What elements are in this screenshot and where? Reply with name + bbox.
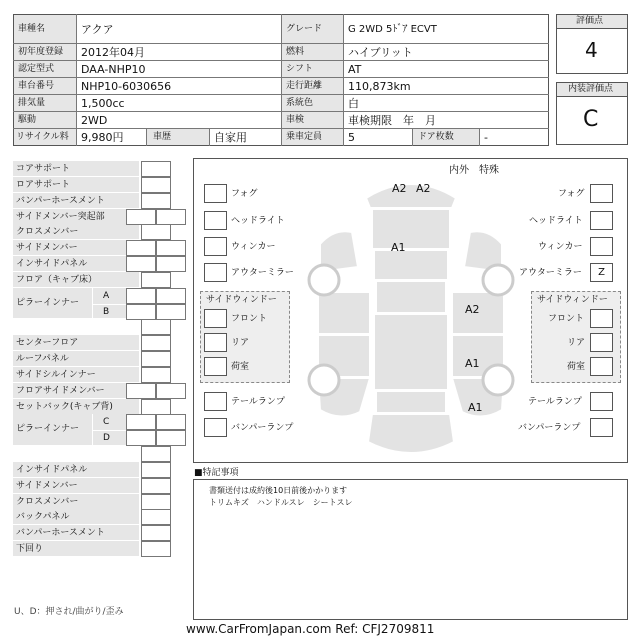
car-windshield bbox=[376, 281, 446, 313]
diagram-header: 内外 特殊 bbox=[449, 165, 499, 176]
score-value: 4 bbox=[585, 38, 598, 62]
spec-value: 車検期限 年 月 bbox=[348, 114, 436, 127]
capacity-label: 乗車定員 bbox=[286, 132, 323, 142]
car-front-grille bbox=[374, 250, 448, 280]
frame-part-label: バックパネル bbox=[13, 509, 139, 525]
fog-left-label: フォグ bbox=[231, 189, 258, 199]
frame-part-label: ルーフパネル bbox=[13, 351, 139, 367]
spec-label: 燃料 bbox=[286, 47, 305, 57]
frame-part-label: ピラーインナー bbox=[13, 288, 139, 320]
side-cargo-right-label: 荷室 bbox=[567, 362, 586, 372]
frame-part-label: セットバック(キャブ背) bbox=[13, 399, 139, 415]
frame-part-label: サイドメンバー突起部 bbox=[13, 209, 139, 225]
spec-label: 車検 bbox=[286, 115, 305, 125]
spec-value: 110,873km bbox=[348, 80, 411, 93]
fog-right-checkbox[interactable] bbox=[590, 184, 613, 203]
spec-value: AT bbox=[348, 63, 362, 76]
bumper-lamp-right-checkbox[interactable] bbox=[590, 418, 613, 437]
interior-score-value: C bbox=[583, 107, 599, 132]
frame-cell[interactable] bbox=[141, 272, 171, 288]
winker-right-checkbox[interactable] bbox=[590, 237, 613, 256]
side-front-left-checkbox[interactable] bbox=[204, 309, 227, 328]
doors-value: - bbox=[484, 131, 488, 144]
frame-cell[interactable] bbox=[156, 430, 186, 446]
notes-line-2: トリムキズ ハンドルスレ シートスレ bbox=[209, 498, 353, 507]
pillar-sub-label: D bbox=[103, 433, 110, 444]
side-cargo-left-label: 荷室 bbox=[231, 362, 250, 372]
frame-part-label: サイドメンバー bbox=[13, 478, 139, 494]
spec-label: シフト bbox=[286, 64, 314, 74]
spec-value: 1,500cc bbox=[81, 97, 125, 110]
frame-part-label: 下回り bbox=[13, 541, 139, 557]
side-cargo-right-checkbox[interactable] bbox=[590, 357, 613, 376]
car-diagram bbox=[300, 172, 522, 458]
footer-ref: www.CarFromJapan.com Ref: CFJ2709811 bbox=[186, 622, 435, 636]
frame-cell[interactable] bbox=[141, 161, 171, 177]
spec-label: 認定型式 bbox=[18, 64, 55, 74]
spec-label: 系統色 bbox=[286, 98, 314, 108]
car-left-front-door bbox=[318, 292, 370, 334]
side-front-left-label: フロント bbox=[231, 314, 268, 324]
bumper-lamp-left-label: バンパーランプ bbox=[231, 423, 294, 433]
spec-value: アクア bbox=[81, 23, 114, 36]
spec-label-col-1 bbox=[14, 15, 76, 145]
side-rear-left-label: リア bbox=[231, 338, 250, 348]
pillar-sub-label: C bbox=[103, 417, 110, 428]
side-front-right-checkbox[interactable] bbox=[590, 309, 613, 328]
spec-value: ハイブリット bbox=[348, 46, 413, 59]
doors-label: ドア枚数 bbox=[418, 132, 454, 142]
frame-cell[interactable] bbox=[141, 509, 171, 525]
side-rear-right-label: リア bbox=[567, 338, 586, 348]
frame-cell[interactable] bbox=[126, 430, 156, 446]
frame-part-label: センターフロア bbox=[13, 335, 139, 351]
score-label: 評価点 bbox=[576, 16, 604, 26]
frame-cell[interactable] bbox=[141, 462, 171, 478]
frame-cell[interactable] bbox=[141, 367, 171, 383]
car-wheel-front-left bbox=[309, 265, 339, 295]
bumper-lamp-left-checkbox[interactable] bbox=[204, 418, 227, 437]
tail-lamp-right-checkbox[interactable] bbox=[590, 392, 613, 411]
car-trunk bbox=[368, 414, 454, 453]
spec-label: 車台番号 bbox=[18, 81, 55, 91]
bumper-lamp-right-label: バンパーランプ bbox=[518, 423, 581, 433]
notes-title: ■特記事項 bbox=[194, 468, 239, 478]
frame-cell[interactable] bbox=[126, 288, 156, 304]
car-hood bbox=[372, 209, 450, 249]
frame-cell[interactable] bbox=[141, 177, 171, 193]
tail-lamp-left-checkbox[interactable] bbox=[204, 392, 227, 411]
frame-cell[interactable] bbox=[141, 335, 171, 351]
spec-value: G 2WD 5ﾄﾞｱ ECVT bbox=[348, 24, 437, 35]
winker-left-checkbox[interactable] bbox=[204, 237, 227, 256]
frame-legend: U、D：押され/曲がり/歪み bbox=[14, 607, 124, 617]
spec-label: 駆動 bbox=[18, 115, 37, 125]
history-label: 車歴 bbox=[153, 132, 172, 142]
winker-left-label: ウィンカー bbox=[231, 242, 276, 252]
car-front-bumper bbox=[366, 184, 456, 208]
frame-part-label: サイドメンバー bbox=[13, 240, 139, 256]
damage-mark-right-front-door: A2 bbox=[465, 303, 480, 316]
frame-cell[interactable] bbox=[141, 193, 171, 209]
headlight-left-checkbox[interactable] bbox=[204, 211, 227, 230]
frame-cell[interactable] bbox=[126, 304, 156, 320]
mirror-left-checkbox[interactable] bbox=[204, 263, 227, 282]
frame-cell[interactable] bbox=[126, 209, 156, 225]
side-window-right-title: サイドウィンドー bbox=[537, 295, 608, 305]
frame-cell[interactable] bbox=[141, 494, 171, 510]
fog-right-label: フォグ bbox=[558, 189, 585, 199]
notes-line-1: 書類送付は成約後10日前後かかります bbox=[209, 486, 348, 495]
frame-cell[interactable] bbox=[141, 399, 171, 415]
spec-label: グレード bbox=[286, 24, 323, 34]
tail-lamp-right-label: テールランプ bbox=[528, 397, 582, 407]
frame-part-label: フロア（キャブ床） bbox=[13, 272, 139, 288]
frame-cell[interactable] bbox=[156, 209, 186, 225]
frame-part-label: サイドシルインナー bbox=[13, 367, 139, 383]
winker-right-label: ウィンカー bbox=[538, 242, 583, 252]
pillar-sub-label: B bbox=[103, 306, 110, 317]
frame-part-label: クロスメンバー bbox=[13, 224, 139, 240]
recycle-value: 9,980円 bbox=[81, 131, 124, 144]
frame-part-label: ピラーインナー bbox=[13, 414, 139, 446]
frame-cell[interactable] bbox=[141, 224, 171, 240]
frame-cell[interactable] bbox=[126, 383, 156, 399]
frame-cell[interactable] bbox=[156, 288, 186, 304]
damage-mark-front-left: A2 bbox=[392, 182, 407, 195]
frame-cell[interactable] bbox=[126, 414, 156, 430]
frame-cell[interactable] bbox=[126, 240, 156, 256]
side-window-left-title: サイドウィンドー bbox=[206, 295, 277, 305]
mirror-right-label: アウターミラー bbox=[519, 268, 582, 278]
frame-part-label: インサイドパネル bbox=[13, 462, 139, 478]
frame-part-label: インサイドパネル bbox=[13, 256, 139, 272]
history-value: 自家用 bbox=[214, 131, 247, 144]
headlight-left-label: ヘッドライト bbox=[231, 216, 285, 226]
tail-lamp-left-label: テールランプ bbox=[231, 397, 285, 407]
fog-left-checkbox[interactable] bbox=[204, 184, 227, 203]
frame-cell[interactable] bbox=[141, 351, 171, 367]
frame-cell[interactable] bbox=[156, 414, 186, 430]
frame-part-label: クロスメンバー bbox=[13, 494, 139, 510]
recycle-label: リサイクル料 bbox=[16, 132, 69, 142]
side-rear-left-checkbox[interactable] bbox=[204, 333, 227, 352]
mirror-right-mark: Z bbox=[598, 267, 605, 278]
side-front-right-label: フロント bbox=[548, 314, 585, 324]
car-wheel-rear-left bbox=[309, 365, 339, 395]
frame-cell[interactable] bbox=[141, 525, 171, 541]
side-rear-right-checkbox[interactable] bbox=[590, 333, 613, 352]
interior-score-label: 内装評価点 bbox=[568, 84, 614, 94]
frame-part-label: ロアサポート bbox=[13, 177, 139, 193]
headlight-right-label: ヘッドライト bbox=[529, 216, 583, 226]
spec-value: DAA-NHP10 bbox=[81, 63, 146, 76]
spec-value: 白 bbox=[348, 97, 359, 110]
headlight-right-checkbox[interactable] bbox=[590, 211, 613, 230]
spec-label-col-2 bbox=[282, 15, 343, 145]
frame-cell[interactable] bbox=[141, 478, 171, 494]
frame-cell[interactable] bbox=[141, 319, 171, 335]
damage-mark-right-rear-fender: A1 bbox=[468, 401, 483, 414]
frame-cell[interactable] bbox=[156, 256, 186, 272]
frame-cell[interactable] bbox=[156, 240, 186, 256]
capacity-value: 5 bbox=[348, 131, 355, 144]
side-cargo-left-checkbox[interactable] bbox=[204, 357, 227, 376]
spec-label: 車種名 bbox=[18, 24, 46, 34]
car-wheel-front-right bbox=[483, 265, 513, 295]
car-rear-glass bbox=[376, 391, 446, 413]
frame-part-label: フロアサイドメンバー bbox=[13, 383, 139, 399]
frame-cell[interactable] bbox=[126, 256, 156, 272]
frame-cell[interactable] bbox=[141, 446, 171, 462]
frame-part-label: コアサポート bbox=[13, 161, 139, 177]
frame-cell[interactable] bbox=[141, 541, 171, 557]
damage-mark-right-rear-door: A1 bbox=[465, 357, 480, 370]
car-roof bbox=[374, 314, 448, 390]
frame-cell[interactable] bbox=[156, 383, 186, 399]
car-wheel-rear-right bbox=[483, 365, 513, 395]
frame-part-label: バンパーホースメント bbox=[13, 525, 139, 541]
spec-label: 初年度登録 bbox=[18, 47, 64, 57]
damage-mark-hood: A1 bbox=[391, 241, 406, 254]
damage-mark-front-right: A2 bbox=[416, 182, 431, 195]
pillar-sub-label: A bbox=[103, 290, 110, 301]
spec-label: 走行距離 bbox=[286, 81, 323, 91]
frame-part-label: バンパーホースメント bbox=[13, 193, 139, 209]
spec-label: 排気量 bbox=[18, 98, 46, 108]
mirror-right-checkbox[interactable] bbox=[590, 263, 613, 282]
spec-value: NHP10-6030656 bbox=[81, 80, 172, 93]
spec-value: 2012年04月 bbox=[81, 46, 145, 59]
spec-value: 2WD bbox=[81, 114, 108, 127]
mirror-left-label: アウターミラー bbox=[231, 268, 294, 278]
frame-cell[interactable] bbox=[156, 304, 186, 320]
